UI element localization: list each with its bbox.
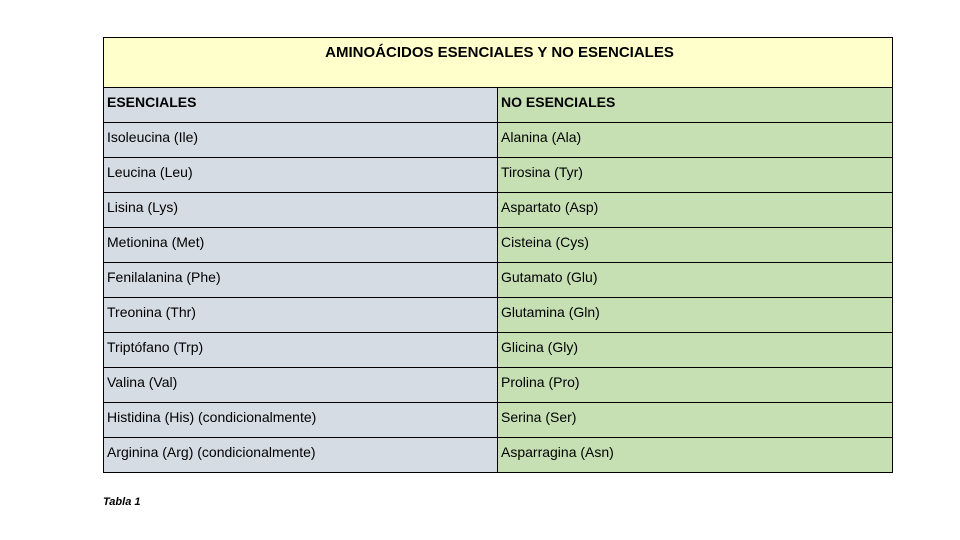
table-row: [104, 438, 893, 473]
header-esenciales: ESENCIALES: [104, 88, 498, 123]
cell-no-esencial: Glutamina (Gln): [498, 298, 893, 333]
cell-no-esencial: Gutamato (Glu): [498, 263, 893, 298]
title-row: [104, 38, 893, 88]
cell-no-esencial: Aspartato (Asp): [498, 193, 893, 228]
cell-esencial: Isoleucina (Ile): [104, 123, 498, 158]
cell-esencial: Leucina (Leu): [104, 158, 498, 193]
cell-no-esencial: Cisteina (Cys): [498, 228, 893, 263]
cell-esencial: Triptófano (Trp): [104, 333, 498, 368]
table-caption: Tabla 1: [103, 496, 141, 508]
cell-esencial: Lisina (Lys): [104, 193, 498, 228]
cell-no-esencial: Serina (Ser): [498, 403, 893, 438]
cell-no-esencial: Alanina (Ala): [498, 123, 893, 158]
amino-acids-table: [103, 37, 893, 473]
table-row: [104, 403, 893, 438]
cell-esencial: Valina (Val): [104, 368, 498, 403]
table-row: [104, 368, 893, 403]
header-row: [104, 88, 893, 123]
cell-no-esencial: Prolina (Pro): [498, 368, 893, 403]
cell-no-esencial: Tirosina (Tyr): [498, 158, 893, 193]
cell-esencial: Histidina (His) (condicionalmente): [104, 403, 498, 438]
cell-esencial: Fenilalanina (Phe): [104, 263, 498, 298]
table-row: [104, 333, 893, 368]
cell-esencial: Metionina (Met): [104, 228, 498, 263]
cell-esencial: Arginina (Arg) (condicionalmente): [104, 438, 498, 473]
table-row: [104, 228, 893, 263]
cell-no-esencial: Glicina (Gly): [498, 333, 893, 368]
table-row: [104, 298, 893, 333]
table-row: [104, 263, 893, 298]
table-row: [104, 158, 893, 193]
header-no-esenciales: NO ESENCIALES: [498, 88, 893, 123]
cell-esencial: Treonina (Thr): [104, 298, 498, 333]
cell-no-esencial: Asparragina (Asn): [498, 438, 893, 473]
table-row: [104, 193, 893, 228]
table-title: AMINOÁCIDOS ESENCIALES Y NO ESENCIALES: [104, 38, 893, 88]
table-row: [104, 123, 893, 158]
